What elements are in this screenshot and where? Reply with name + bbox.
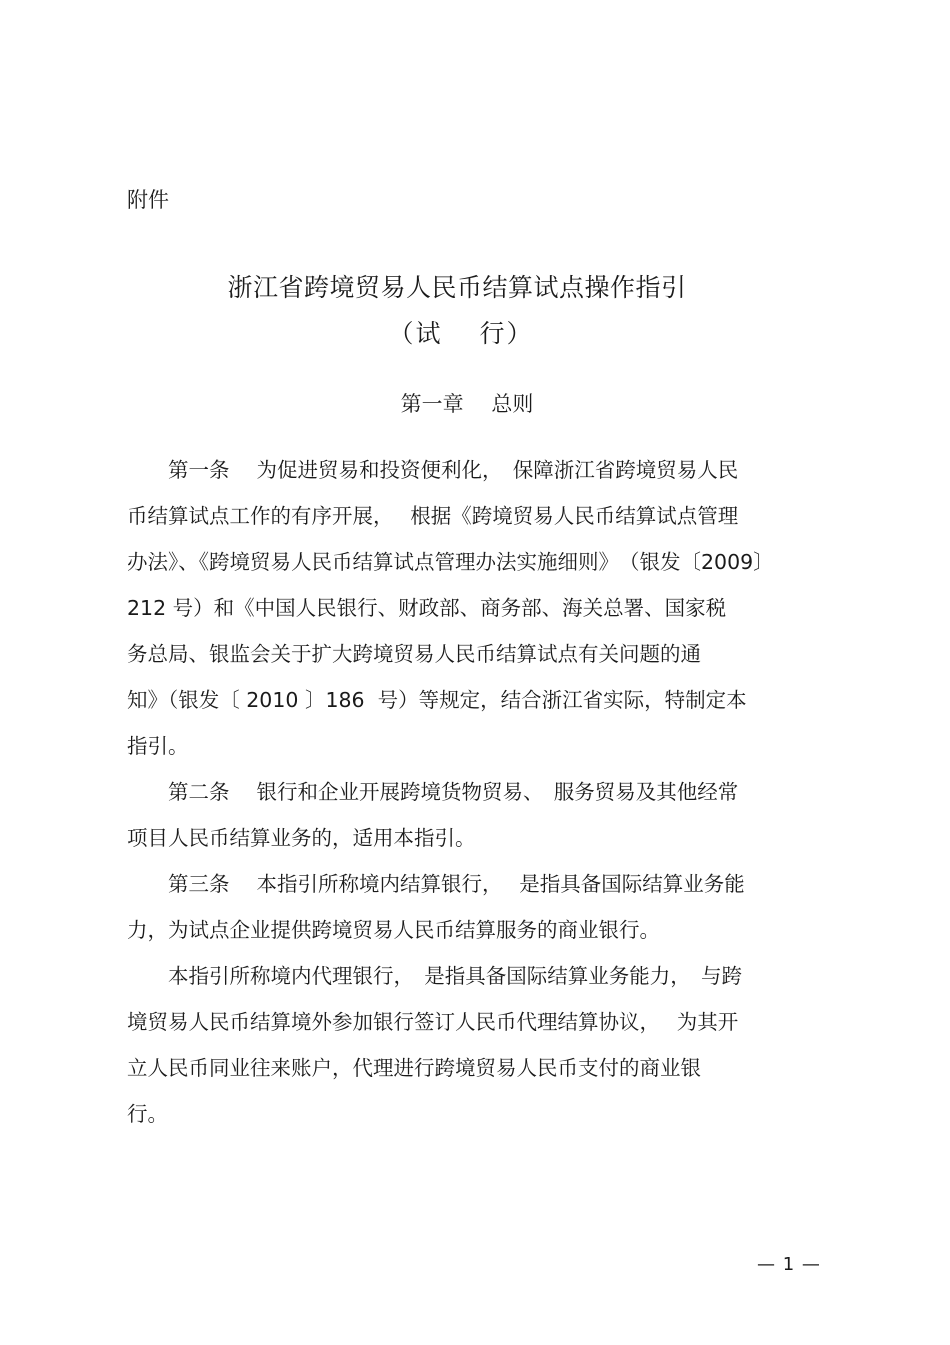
- attachment-label: 附件: [127, 188, 169, 212]
- document-subtitle: （试 行）: [388, 319, 534, 348]
- text-line: 本指引所称境内代理银行， 是指具备国际结算业务能力， 与跨: [127, 964, 742, 988]
- text-line: 境贸易人民币结算境外参加银行签订人民币代理结算协议， 为其开: [127, 1010, 739, 1034]
- chapter-heading: 第一章 总则: [400, 392, 534, 416]
- text-line: 立人民币同业往来账户，代理进行跨境贸易人民币支付的商业银: [127, 1056, 701, 1080]
- text-line: 力，为试点企业提供跨境贸易人民币结算服务的商业银行。: [127, 918, 660, 942]
- document-title: 浙江省跨境贸易人民币结算试点操作指引: [227, 273, 687, 302]
- text-line: 务总局、银监会关于扩大跨境贸易人民币结算试点有关问题的通: [127, 642, 701, 666]
- page-number: — 1 —: [757, 1254, 821, 1275]
- text-line: 第三条 本指引所称境内结算银行， 是指具备国际结算业务能: [127, 872, 745, 896]
- text-line: 币结算试点工作的有序开展， 根据《跨境贸易人民币结算试点管理: [127, 504, 739, 528]
- text-line: 项目人民币结算业务的，适用本指引。: [127, 826, 476, 850]
- text-line: 行。: [127, 1102, 168, 1126]
- text-line: 212 号）和《中国人民银行、财政部、商务部、海关总署、国家税: [127, 596, 727, 620]
- text-line: 指引。: [127, 734, 189, 758]
- text-line: 知》（银发〔 2010 〕186 号）等规定，结合浙江省实际，特制定本: [127, 688, 747, 712]
- text-line: 第二条 银行和企业开展跨境货物贸易、 服务贸易及其他经常: [127, 780, 739, 804]
- text-line: 办法》、《跨境贸易人民币结算试点管理办法实施细则》 （银发〔2009〕: [127, 550, 774, 574]
- text-line: 第一条 为促进贸易和投资便利化， 保障浙江省跨境贸易人民: [127, 458, 739, 482]
